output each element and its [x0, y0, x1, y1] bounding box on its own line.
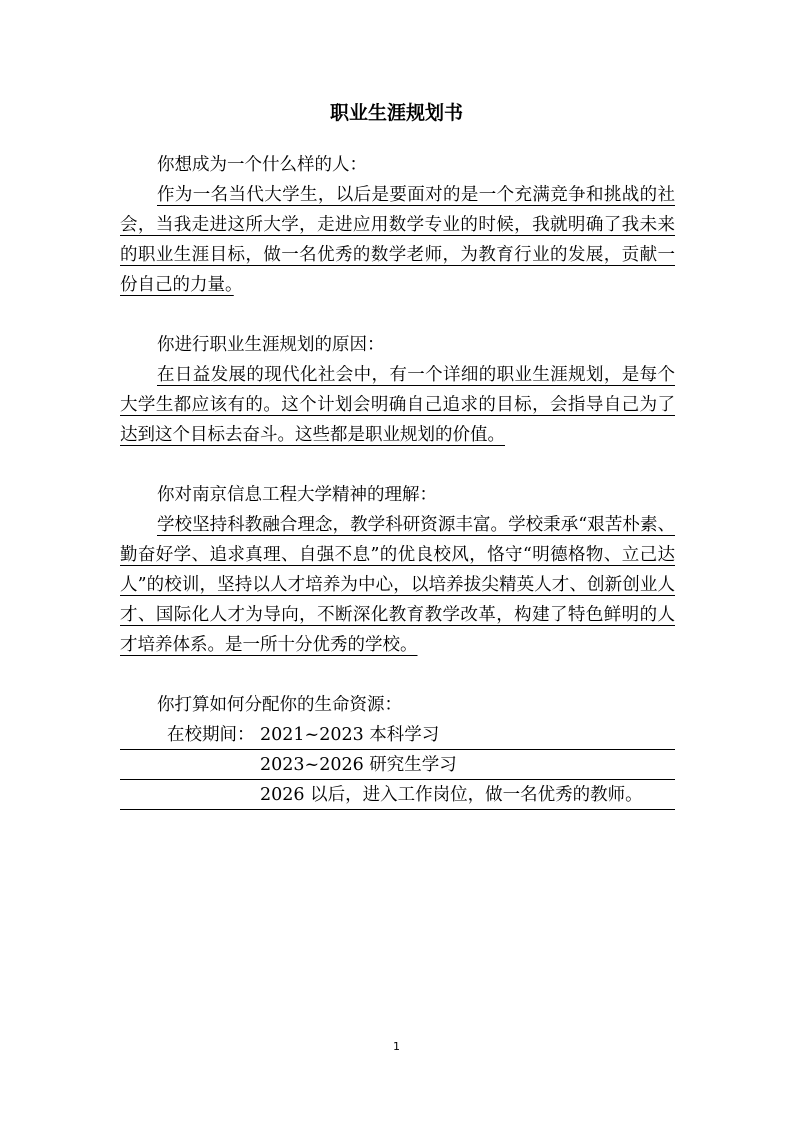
spacer	[120, 660, 675, 690]
page-number: 1	[393, 1040, 400, 1053]
allocation-item: 2023~2026 研究生学习	[260, 755, 457, 775]
allocation-item: 2021~2023 本科学习	[260, 725, 440, 745]
allocation-item: 2026 以后，进入工作岗位，做一名优秀的教师。	[260, 785, 643, 805]
question-3-answer-text: 学校坚持科教融合理念，教学科研资源丰富。学校秉承“艰苦朴素、勤奋好学、追求真理、自强不息”的优良校风，恪守“明德格物、立己达人”的校训，坚持以人才培养为中心，以培养拔尖精英人才、创新创业人才、国际化人才为导向，不断深化教育教学改革，构建了特色鲜明的人才培养体系。是一所十分优秀的学校。	[120, 515, 675, 655]
spacer	[120, 300, 675, 330]
question-3-heading: 你对南京信息工程大学精神的理解：	[157, 485, 437, 505]
question-2-answer-text: 在日益发展的现代化社会中，有一个详细的职业生涯规划，是每个大学生都应该有的。这个计划会明确自己追求的目标，会指导自己为了达到这个目标去奋斗。这些都是职业规划的价值。	[120, 365, 675, 445]
question-3-answer	[120, 510, 675, 660]
spacer	[120, 450, 675, 480]
question-2-heading: 你进行职业生涯规划的原因：	[157, 335, 385, 355]
question-1-answer	[120, 180, 675, 300]
allocation-row	[120, 720, 675, 750]
allocation-label: 在校期间：	[167, 725, 255, 745]
question-1-heading: 你想成为一个什么样的人：	[157, 155, 367, 175]
document-body	[120, 150, 675, 810]
question-2-answer	[120, 360, 675, 450]
question-4-heading: 你打算如何分配你的生命资源：	[157, 695, 402, 715]
question-1-answer-text: 作为一名当代大学生，以后是要面对的是一个充满竞争和挑战的社会，当我走进这所大学，走进应用数学专业的时候，我就明确了我未来的职业生涯目标，做一名优秀的数学老师，为教育行业的发展，贡献一份自己的力量。	[120, 185, 675, 295]
allocation-row	[120, 750, 675, 780]
document-title: 职业生涯规划书	[329, 102, 463, 124]
allocation-row	[120, 780, 675, 810]
